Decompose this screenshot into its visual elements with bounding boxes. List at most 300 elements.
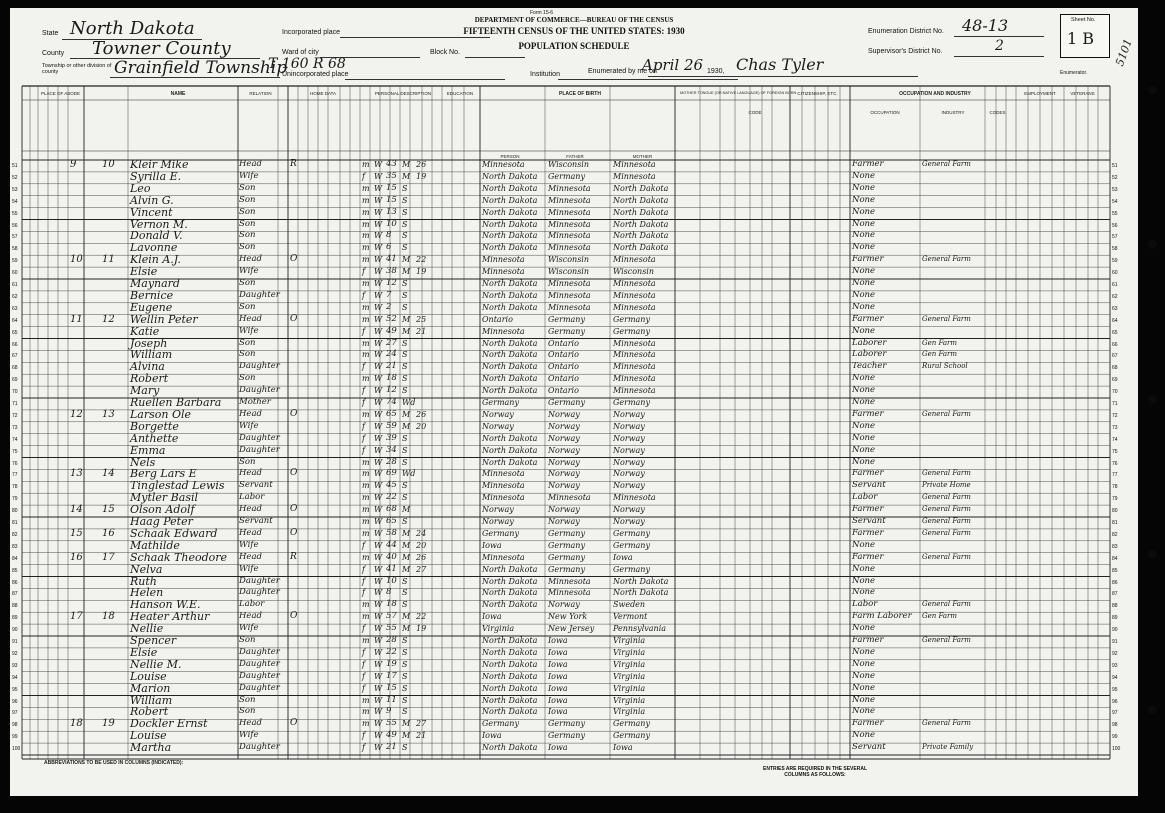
cell-name: Nels <box>130 455 156 469</box>
cell-relation: Son <box>239 242 256 253</box>
cell-marital: M <box>402 731 411 741</box>
cell-birthplace: North Dakota <box>482 374 538 384</box>
cell-sex: m <box>362 493 370 503</box>
line-number: 98 <box>1112 722 1118 729</box>
cell-age: 7 <box>386 289 392 300</box>
line-number: 89 <box>1112 615 1118 622</box>
cell-father-birth: Minnesota <box>548 290 591 300</box>
cell-age: 22 <box>386 492 397 503</box>
cell-race: W <box>374 612 383 622</box>
cell-mother-birth: Norway <box>613 421 645 431</box>
cell-relation: Head <box>239 159 262 169</box>
cell-industry: General Farm <box>922 505 971 514</box>
line-number: 65 <box>12 329 18 336</box>
cell-mother-birth: Wisconsin <box>613 267 655 277</box>
cell-relation: Daughter <box>239 646 280 657</box>
cell-birthplace: North Dakota <box>482 564 538 574</box>
cell-name: Wellin Peter <box>130 312 198 326</box>
cell-occupation: None <box>852 194 876 205</box>
cell-age-married: 27 <box>416 564 427 574</box>
cell-mother-birth: Virginia <box>613 707 646 717</box>
cell-occupation: None <box>852 587 876 598</box>
cell-sex: m <box>362 457 370 467</box>
cell-birthplace: North Dakota <box>482 695 538 705</box>
line-number: 82 <box>12 531 18 538</box>
cell-occupation: None <box>852 623 876 634</box>
cell-age: 41 <box>386 563 397 574</box>
cell-father-birth: Iowa <box>548 636 568 645</box>
cell-mother-birth: Virginia <box>613 695 646 705</box>
cell-father-birth: Germany <box>548 564 585 574</box>
line-number: 52 <box>12 174 18 181</box>
cell-birthplace: North Dakota <box>482 445 538 455</box>
cell-marital: S <box>402 683 408 693</box>
cell-race: W <box>374 386 383 396</box>
cell-relation: Head <box>239 551 262 562</box>
cell-marital: S <box>402 350 408 360</box>
cell-race: W <box>374 457 383 467</box>
cell-race: W <box>374 707 383 717</box>
cell-birthplace: North Dakota <box>482 338 538 348</box>
cell-sex: f <box>362 290 365 300</box>
cell-birthplace: North Dakota <box>482 207 538 217</box>
cell-birthplace: North Dakota <box>482 588 538 598</box>
cell-home: O <box>290 468 298 479</box>
cell-relation: Daughter <box>239 432 280 443</box>
line-number: 73 <box>12 424 18 431</box>
cell-occupation: Farm Laborer <box>852 611 912 622</box>
cell-age: 10 <box>386 218 397 229</box>
line-number: 100 <box>12 746 21 753</box>
cell-sex: f <box>362 267 365 277</box>
line-number: 59 <box>12 258 18 265</box>
cell-occupation: Teacher <box>852 361 887 372</box>
cell-sex: f <box>362 445 365 455</box>
cell-name: Vincent <box>130 205 173 219</box>
cell-marital: S <box>402 374 408 384</box>
cell-marital: S <box>402 481 408 491</box>
cell-birthplace: Minnesota <box>482 267 525 277</box>
cell-marital: M <box>402 540 411 550</box>
cell-father-birth: Minnesota <box>548 207 591 217</box>
col-relation: RELATION <box>249 91 272 96</box>
line-number: 93 <box>12 662 18 669</box>
cell-name: Katie <box>130 324 160 338</box>
line-number: 80 <box>12 508 18 515</box>
cell-race: W <box>374 540 383 550</box>
state-value: North Dakota <box>70 18 195 39</box>
cell-birthplace: North Dakota <box>482 302 538 312</box>
line-number: 64 <box>1112 317 1118 324</box>
cell-relation: Servant <box>239 516 273 526</box>
line-number: 77 <box>1112 472 1118 479</box>
cell-race: W <box>374 624 383 634</box>
cell-mother-birth: Minnesota <box>613 493 656 503</box>
line-number: 70 <box>12 389 18 396</box>
cell-sex: f <box>362 326 365 336</box>
cell-industry: Gen Farm <box>922 612 958 621</box>
line-number: 96 <box>1112 698 1118 705</box>
department-title: DEPARTMENT OF COMMERCE—BUREAU OF THE CENSUS <box>474 16 674 24</box>
cell-age: 49 <box>386 730 397 741</box>
line-number: 60 <box>12 270 18 277</box>
line-number: 85 <box>1112 567 1118 574</box>
cell-marital: S <box>402 457 408 467</box>
line-number: 66 <box>12 341 18 348</box>
cell-father-birth: Iowa <box>548 659 568 669</box>
cell-mother-birth: North Dakota <box>613 207 669 217</box>
cell-name: Syrilla E. <box>130 169 182 183</box>
cell-marital: S <box>402 433 408 443</box>
cell-occupation: None <box>852 301 876 312</box>
line-number: 95 <box>12 686 18 693</box>
cell-birthplace: Germany <box>482 528 519 538</box>
cell-occupation: None <box>852 694 876 705</box>
cell-relation: Labor <box>239 492 265 503</box>
cell-sex: m <box>362 481 370 491</box>
supervisor-district-value: 2 <box>995 38 1004 54</box>
cell-age-married: 19 <box>416 171 427 181</box>
cell-industry: Rural School <box>922 362 968 371</box>
line-number: 95 <box>1112 686 1118 693</box>
cell-mother-birth: Norway <box>613 481 645 491</box>
cell-marital: S <box>402 647 408 657</box>
cell-name: Vernon M. <box>130 217 188 231</box>
cell-age-married: 26 <box>416 409 427 419</box>
line-number: 57 <box>12 234 18 241</box>
cell-relation: Daughter <box>239 682 280 693</box>
cell-name: William <box>130 693 173 707</box>
col-occupation-industry: OCCUPATION AND INDUSTRY <box>899 91 971 97</box>
cell-name: Lavonne <box>130 241 178 255</box>
cell-sex: m <box>362 160 370 169</box>
cell-birthplace: Iowa <box>482 731 502 741</box>
cell-father-birth: Germany <box>548 528 585 538</box>
cell-birthplace: Minnesota <box>482 493 525 503</box>
line-number: 98 <box>12 722 18 729</box>
cell-race: W <box>374 171 383 181</box>
cell-race: W <box>374 683 383 693</box>
cell-marital: M <box>402 255 411 265</box>
line-number: 91 <box>1112 639 1118 645</box>
col-education: EDUCATION <box>446 91 474 96</box>
cell-dwelling: 18 <box>70 718 83 730</box>
cell-age-married: 21 <box>416 326 427 336</box>
cell-marital: S <box>402 183 408 193</box>
cell-name: Nelva <box>130 562 163 576</box>
cell-relation: Head <box>239 408 262 419</box>
cell-race: W <box>374 659 383 669</box>
cell-name: Spencer <box>130 634 177 647</box>
cell-father-birth: Germany <box>548 719 585 729</box>
cell-race: W <box>374 302 383 312</box>
punch-hole <box>1148 240 1157 249</box>
cell-name: Elsie <box>130 645 158 659</box>
line-number: 78 <box>12 484 18 491</box>
cell-birthplace: Minnesota <box>482 255 525 265</box>
cell-father-birth: Iowa <box>548 695 568 705</box>
line-number: 75 <box>12 448 18 455</box>
cell-race: W <box>374 231 383 241</box>
cell-industry: General Farm <box>922 517 971 525</box>
cell-marital: S <box>402 195 408 205</box>
cell-race: W <box>374 528 383 538</box>
cell-age: 39 <box>386 432 397 443</box>
cell-age: 65 <box>386 408 397 419</box>
cell-father-birth: Wisconsin <box>548 267 590 277</box>
cell-relation: Son <box>239 182 256 193</box>
cell-father-birth: Ontario <box>548 362 579 372</box>
cell-occupation: None <box>852 420 876 431</box>
cell-home: O <box>290 408 298 419</box>
cell-sex: m <box>362 505 370 515</box>
cell-father-birth: Minnesota <box>548 183 591 193</box>
cell-sex: f <box>362 540 365 550</box>
col-industry: INDUSTRY <box>941 110 965 115</box>
footer-entries-required: ENTRIES ARE REQUIRED IN THE SEVERAL COLUMNS AS FOLLOWS: <box>763 766 867 778</box>
cell-mother-birth: Germany <box>613 398 650 407</box>
cell-home: R <box>290 551 297 562</box>
cell-industry: General Farm <box>922 469 971 478</box>
cell-occupation: Laborer <box>852 337 887 348</box>
cell-occupation: Farmer <box>852 313 884 324</box>
col-name: NAME <box>170 91 186 97</box>
line-number: 53 <box>1112 186 1118 193</box>
cell-age: 49 <box>386 325 397 336</box>
cell-sex: m <box>362 207 370 217</box>
cell-father-birth: Norway <box>548 433 580 443</box>
cell-relation: Wife <box>239 623 259 634</box>
cell-race: W <box>374 350 383 360</box>
cell-birthplace: North Dakota <box>482 195 538 205</box>
cell-home: R <box>290 159 297 169</box>
cell-father-birth: Germany <box>548 326 585 336</box>
cell-father-birth: Ontario <box>548 338 579 348</box>
cell-industry: General Farm <box>922 314 971 323</box>
cell-marital: S <box>402 588 408 598</box>
cell-industry: Private Family <box>922 743 974 752</box>
cell-mother-birth: Germany <box>613 326 650 336</box>
cell-occupation: None <box>852 170 876 181</box>
col-occupation: OCCUPATION <box>870 110 900 115</box>
line-number: 62 <box>1112 293 1118 300</box>
cell-relation: Wife <box>239 539 259 550</box>
cell-father-birth: Germany <box>548 314 585 324</box>
cell-age: 12 <box>386 278 397 288</box>
cell-occupation: Labor <box>852 599 878 610</box>
cell-race: W <box>374 290 383 300</box>
cell-father-birth: Minnesota <box>548 243 591 253</box>
line-number: 54 <box>12 198 18 205</box>
cell-race: W <box>374 469 383 479</box>
cell-age: 10 <box>386 575 397 586</box>
cell-name: Dockler Ernst <box>130 717 208 731</box>
cell-occupation: Farmer <box>852 468 884 479</box>
col-father: FATHER <box>566 154 584 159</box>
cell-name: Robert <box>130 705 169 719</box>
cell-occupation: Farmer <box>852 551 884 562</box>
cell-race: W <box>374 731 383 741</box>
line-number: 87 <box>12 591 18 598</box>
cell-name: Olson Adolf <box>130 503 195 517</box>
cell-birthplace: Ontario <box>482 314 513 324</box>
enumerator-label: Enumerator. <box>1060 70 1088 76</box>
unincorporated-value: T 160 R 68 <box>268 56 346 72</box>
line-number: 83 <box>12 543 18 550</box>
cell-sex: m <box>362 243 370 253</box>
cell-race: W <box>374 362 383 372</box>
cell-name: Schaak Edward <box>130 526 218 540</box>
cell-sex: m <box>362 255 370 265</box>
cell-dwelling: 16 <box>70 551 83 563</box>
line-number: 99 <box>12 734 18 741</box>
cell-father-birth: Germany <box>548 398 585 407</box>
cell-age: 58 <box>386 527 397 538</box>
cell-marital: S <box>402 517 408 526</box>
cell-occupation: Farmer <box>852 159 884 169</box>
cell-name: Kleir Mike <box>130 158 189 171</box>
cell-occupation: None <box>852 230 876 241</box>
cell-industry: Gen Farm <box>922 338 958 347</box>
line-number: 83 <box>1112 543 1118 550</box>
line-number: 97 <box>12 710 18 717</box>
cell-mother-birth: North Dakota <box>613 219 669 229</box>
cell-age-married: 24 <box>416 528 427 538</box>
cell-age-married: 22 <box>416 255 427 265</box>
cell-age: 40 <box>386 551 397 562</box>
cell-age-married: 20 <box>416 421 427 431</box>
col-citizenship: CITIZENSHIP, ETC. <box>797 91 838 96</box>
cell-marital: S <box>402 231 408 241</box>
cell-relation: Head <box>239 504 262 515</box>
cell-relation: Labor <box>239 599 265 610</box>
cell-mother-birth: Iowa <box>613 743 633 753</box>
cell-occupation: Servant <box>852 516 886 526</box>
cell-age: 22 <box>386 646 397 657</box>
cell-birthplace: North Dakota <box>482 362 538 372</box>
line-number: 51 <box>12 163 18 169</box>
cell-sex: m <box>362 374 370 384</box>
cell-race: W <box>374 647 383 657</box>
cell-occupation: None <box>852 182 876 193</box>
cell-marital: M <box>402 505 411 515</box>
township-value: Grainfield Township <box>114 58 288 78</box>
line-number: 86 <box>1112 579 1118 586</box>
cell-birthplace: North Dakota <box>482 171 538 181</box>
cell-age: 27 <box>386 337 397 348</box>
cell-occupation: None <box>852 646 876 657</box>
cell-marital: S <box>402 219 408 229</box>
cell-age: 55 <box>386 718 397 729</box>
cell-relation: Son <box>239 194 256 205</box>
cell-age: 9 <box>386 706 392 717</box>
cell-race: W <box>374 552 383 562</box>
cell-marital: S <box>402 600 408 610</box>
cell-age-married: 19 <box>416 624 427 634</box>
line-number: 81 <box>12 520 18 526</box>
cell-relation: Daughter <box>239 444 280 455</box>
cell-occupation: Farmer <box>852 635 884 645</box>
line-number: 72 <box>1112 412 1118 419</box>
line-number: 72 <box>12 412 18 419</box>
cell-age: 8 <box>386 587 392 598</box>
cell-occupation: None <box>852 397 876 407</box>
cell-home: O <box>290 254 298 265</box>
line-number: 80 <box>1112 508 1118 515</box>
cell-father-birth: Germany <box>548 171 585 181</box>
cell-birthplace: North Dakota <box>482 279 538 288</box>
cell-birthplace: Norway <box>482 421 514 431</box>
line-number: 64 <box>12 317 18 324</box>
cell-relation: Son <box>239 373 256 384</box>
cell-age: 43 <box>386 159 397 169</box>
cell-marital: M <box>402 314 411 324</box>
cell-father-birth: Minnesota <box>548 219 591 229</box>
cell-birthplace: Iowa <box>482 540 502 550</box>
punch-hole <box>1148 85 1157 94</box>
cell-marital: S <box>402 493 408 503</box>
cell-occupation: Farmer <box>852 527 884 538</box>
institution-label: Institution <box>530 71 560 78</box>
cell-sex: m <box>362 195 370 205</box>
cell-family: 14 <box>102 468 115 480</box>
cell-relation: Head <box>239 313 262 324</box>
cell-birthplace: North Dakota <box>482 576 538 586</box>
cell-sex: m <box>362 302 370 312</box>
cell-marital: S <box>402 290 408 300</box>
line-number: 63 <box>12 305 18 312</box>
cell-sex: f <box>362 683 365 693</box>
census-sheet <box>10 8 1138 796</box>
line-number: 59 <box>1112 258 1118 265</box>
schedule-title: POPULATION SCHEDULE <box>518 41 630 51</box>
cell-sex: m <box>362 338 370 348</box>
cell-age: 57 <box>386 611 397 622</box>
cell-family: 17 <box>102 551 115 563</box>
cell-age: 12 <box>386 385 397 396</box>
cell-name: Elsie <box>130 265 158 279</box>
cell-age: 15 <box>386 182 397 193</box>
line-number: 66 <box>1112 341 1118 348</box>
cell-industry: General Farm <box>922 493 971 502</box>
line-number: 89 <box>12 615 18 622</box>
line-number: 70 <box>1112 389 1118 396</box>
cell-sex: f <box>362 421 365 431</box>
cell-mother-birth: Norway <box>613 445 645 455</box>
cell-marital: S <box>402 445 408 455</box>
cell-occupation: None <box>852 325 876 336</box>
cell-age: 21 <box>386 361 397 372</box>
cell-age: 13 <box>386 206 397 217</box>
unincorporated-label: Unincorporated place <box>282 71 349 78</box>
cell-race: W <box>374 695 383 705</box>
cell-relation: Son <box>239 456 256 467</box>
cell-sex: f <box>362 171 365 181</box>
cell-father-birth: Minnesota <box>548 576 591 586</box>
cell-name: Joseph <box>130 336 168 350</box>
line-number: 68 <box>12 365 18 372</box>
line-number: 87 <box>1112 591 1118 598</box>
cell-occupation: Farmer <box>852 504 884 515</box>
line-number: 88 <box>12 603 18 610</box>
cell-race: W <box>374 398 383 407</box>
cell-birthplace: North Dakota <box>482 350 538 360</box>
cell-birthplace: North Dakota <box>482 290 538 300</box>
cell-name: Donald V. <box>130 229 183 243</box>
cell-name: Anthette <box>130 431 179 445</box>
cell-occupation: None <box>852 385 876 396</box>
cell-mother-birth: Minnesota <box>613 160 656 169</box>
